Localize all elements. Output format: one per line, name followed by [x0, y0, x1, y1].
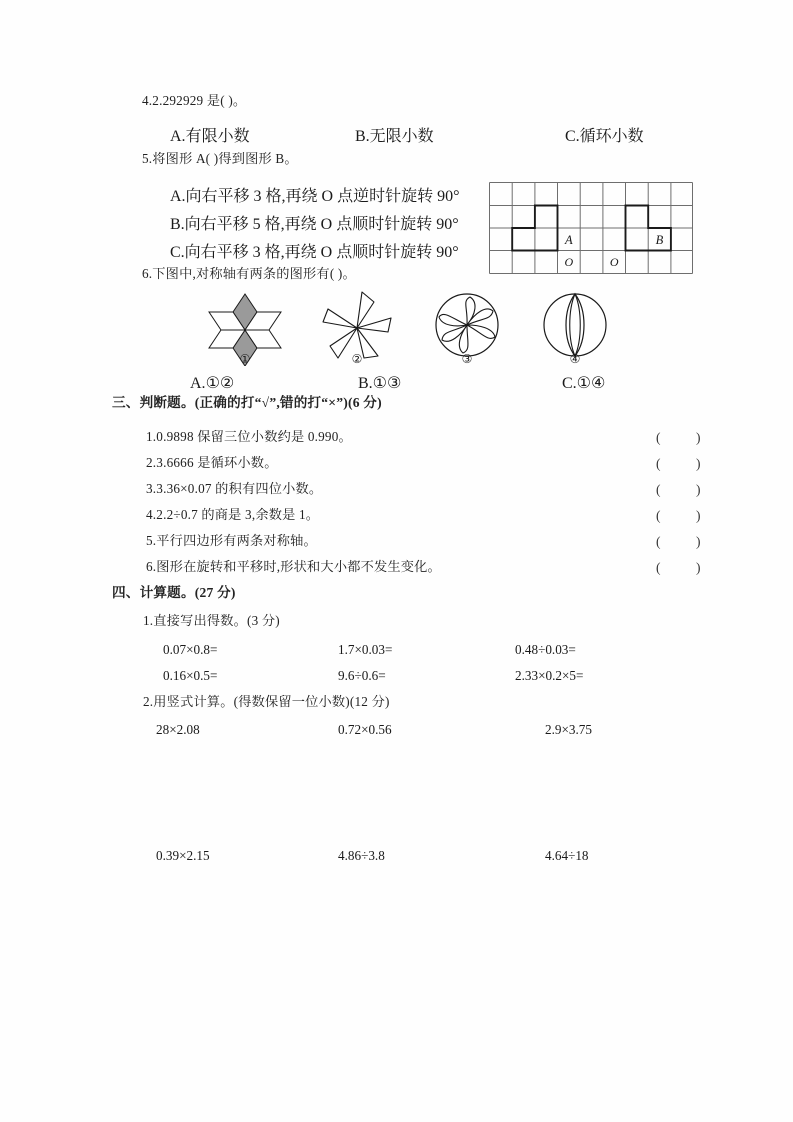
option-a-label: A.	[170, 128, 186, 145]
question-6-option-b[interactable]	[358, 373, 401, 393]
true-false-item-2: 2.3.6666 是循环小数。	[146, 455, 278, 470]
figure-3-label: ③	[461, 352, 473, 366]
q6-option-b-label: B.	[358, 375, 373, 392]
answer-paren-left-1[interactable]: (	[656, 430, 661, 445]
answer-paren-right-6[interactable]: )	[696, 560, 701, 575]
vertical-calc-2-1: 0.39×2.15	[156, 848, 210, 863]
answer-paren-right-1[interactable]: )	[696, 430, 701, 445]
option-c-text: 循环小数	[579, 128, 644, 145]
oral-calc-2-3: 2.33×0.2×5=	[515, 668, 584, 683]
answer-paren-left-6[interactable]: (	[656, 560, 661, 575]
figure-4-circle-lens	[530, 288, 620, 366]
vertical-calc-2-2: 4.86÷3.8	[338, 848, 385, 863]
q6-option-a-text: ①②	[205, 373, 235, 392]
q6-option-c-text: ①④	[576, 373, 606, 392]
question-5-option-c[interactable]: C.向右平移 3 格,再绕 O 点顺时针旋转 90°	[170, 244, 459, 261]
true-false-item-6: 6.图形在旋转和平移时,形状和大小都不发生变化。	[146, 559, 441, 574]
oral-calc-2-1: 0.16×0.5=	[163, 668, 218, 683]
svg-text:O: O	[609, 255, 619, 269]
vertical-calc-1-2: 0.72×0.56	[338, 722, 392, 737]
question-5-stem: 5.将图形 A( )得到图形 B。	[142, 151, 298, 166]
question-4-option-b[interactable]	[355, 123, 434, 146]
answer-paren-left-4[interactable]: (	[656, 508, 661, 523]
true-false-item-3: 3.3.36×0.07 的积有四位小数。	[146, 481, 323, 496]
vertical-calc-2-3: 4.64÷18	[545, 848, 589, 863]
question-4-option-a[interactable]	[170, 123, 250, 146]
answer-paren-left-2[interactable]: (	[656, 456, 661, 471]
figure-4-label: ④	[569, 352, 581, 366]
svg-text:A: A	[564, 233, 573, 247]
question-5-option-b[interactable]: B.向右平移 5 格,再绕 O 点顺时针旋转 90°	[170, 216, 459, 233]
question-4-stem: 4.2.292929 是( )。	[142, 93, 247, 108]
vertical-calc-1-1: 28×2.08	[156, 722, 200, 737]
true-false-item-1: 1.0.9898 保留三位小数约是 0.990。	[146, 429, 352, 444]
figure-1-hexagram	[200, 288, 290, 366]
figure-2-pinwheel	[312, 288, 402, 366]
calc-sub1-heading: 1.直接写出得数。(3 分)	[143, 613, 280, 628]
true-false-item-5: 5.平行四边形有两条对称轴。	[146, 533, 317, 548]
answer-paren-right-2[interactable]: )	[696, 456, 701, 471]
option-b-label: B.	[355, 128, 370, 145]
svg-text:B: B	[655, 233, 664, 247]
question-6-option-c[interactable]	[562, 373, 605, 393]
q6-option-a-label: A.	[190, 375, 206, 392]
option-a-text: 有限小数	[185, 128, 250, 145]
question-4-option-c[interactable]	[565, 123, 644, 146]
figure-2-label: ②	[351, 352, 363, 366]
answer-paren-right-3[interactable]: )	[696, 482, 701, 497]
q6-option-b-text: ①③	[372, 373, 402, 392]
true-false-item-4: 4.2.2÷0.7 的商是 3,余数是 1。	[146, 507, 320, 522]
question-6-stem: 6.下图中,对称轴有两条的图形有( )。	[142, 266, 356, 281]
figure-3-circle-curved-pinwheel	[422, 288, 512, 366]
option-b-text: 无限小数	[369, 128, 434, 145]
answer-paren-left-3[interactable]: (	[656, 482, 661, 497]
translation-rotation-grid-figure	[489, 182, 693, 274]
vertical-calc-1-3: 2.9×3.75	[545, 722, 592, 737]
q6-option-c-label: C.	[562, 375, 577, 392]
option-c-label: C.	[565, 128, 580, 145]
oral-calc-2-2: 9.6÷0.6=	[338, 668, 386, 683]
oral-calc-1-1: 0.07×0.8=	[163, 642, 218, 657]
calc-sub2-heading: 2.用竖式计算。(得数保留一位小数)(12 分)	[143, 694, 390, 709]
answer-paren-left-5[interactable]: (	[656, 534, 661, 549]
answer-paren-right-4[interactable]: )	[696, 508, 701, 523]
oral-calc-1-2: 1.7×0.03=	[338, 642, 393, 657]
oral-calc-1-3: 0.48÷0.03=	[515, 642, 576, 657]
answer-paren-right-5[interactable]: )	[696, 534, 701, 549]
svg-text:O: O	[564, 255, 574, 269]
question-5-option-a[interactable]: A.向右平移 3 格,再绕 O 点逆时针旋转 90°	[170, 188, 460, 205]
section-four-heading: 四、计算题。(27 分)	[112, 585, 236, 600]
question-6-option-a[interactable]	[190, 373, 234, 393]
section-three-heading: 三、判断题。(正确的打“√”,错的打“×”)(6 分)	[112, 395, 382, 410]
figure-1-label: ①	[239, 352, 251, 366]
